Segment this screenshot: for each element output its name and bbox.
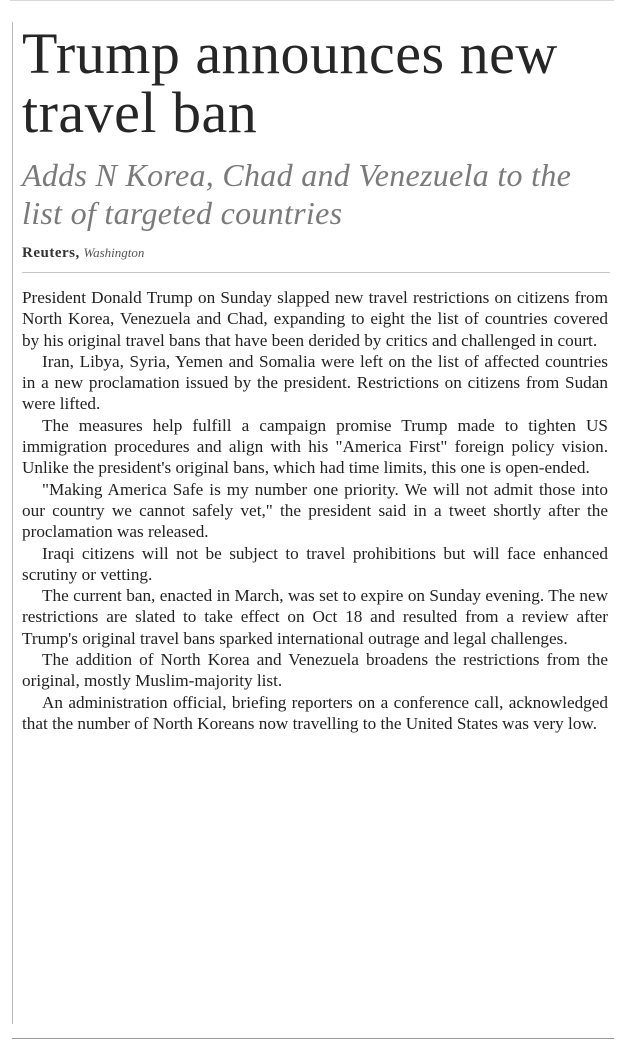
article-paragraph: The current ban, enacted in March, was set to expire on Sunday evening. The new restrictions are slated to take effect on Oct 18 and resulted from a review after Trump's original travel bans sparked international outrage and legal challenges. [22,586,608,648]
byline [22,244,610,262]
article-paragraph: The addition of North Korea and Venezuela broadens the restrictions from the original, mostly Muslim-majority list. [22,650,608,691]
byline-divider [22,272,610,273]
article-paragraph: President Donald Trump on Sunday slapped new travel restrictions on citizens from North Korea, Venezuela and Chad, expanding to eight the list of countries covered by his original travel bans that have been derided by critics and challenged in court. [22,288,608,350]
column-rule [12,22,13,1024]
subheadline: Adds N Korea, Chad and Venezuela to the list of targeted countries [22,157,572,231]
top-rule [10,0,614,1]
article-paragraph: The measures help fulfill a campaign promise Trump made to tighten US immigration procedures and align with his "America First" foreign policy vision. Unlike the president's original bans, which had time limits, this one is open-ended. [22,415,608,478]
news-article [22,21,610,734]
byline-location: Washington [83,245,145,260]
article-paragraph: Iran, Libya, Syria, Yemen and Somalia were left on the list of affected countries in a new proclamation issued by the president. Restrictions on citizens from Sudan were lifted. [22,351,608,414]
article-body [22,287,608,734]
headline: Trump announces new travel ban [22,21,558,145]
bottom-rule [12,1038,614,1039]
article-paragraph: "Making America Safe is my number one priority. We will not admit those into our country we cannot safely vet," the president said in a tweet shortly after the proclamation was released. [22,479,608,542]
article-paragraph: An administration official, briefing reporters on a conference call, acknowledged that the number of North Koreans now travelling to the United States was very low. [22,692,608,733]
byline-agency: Reuters, [22,245,80,261]
article-paragraph: Iraqi citizens will not be subject to travel prohibitions but will face enhanced scrutiny or vetting. [22,543,608,584]
